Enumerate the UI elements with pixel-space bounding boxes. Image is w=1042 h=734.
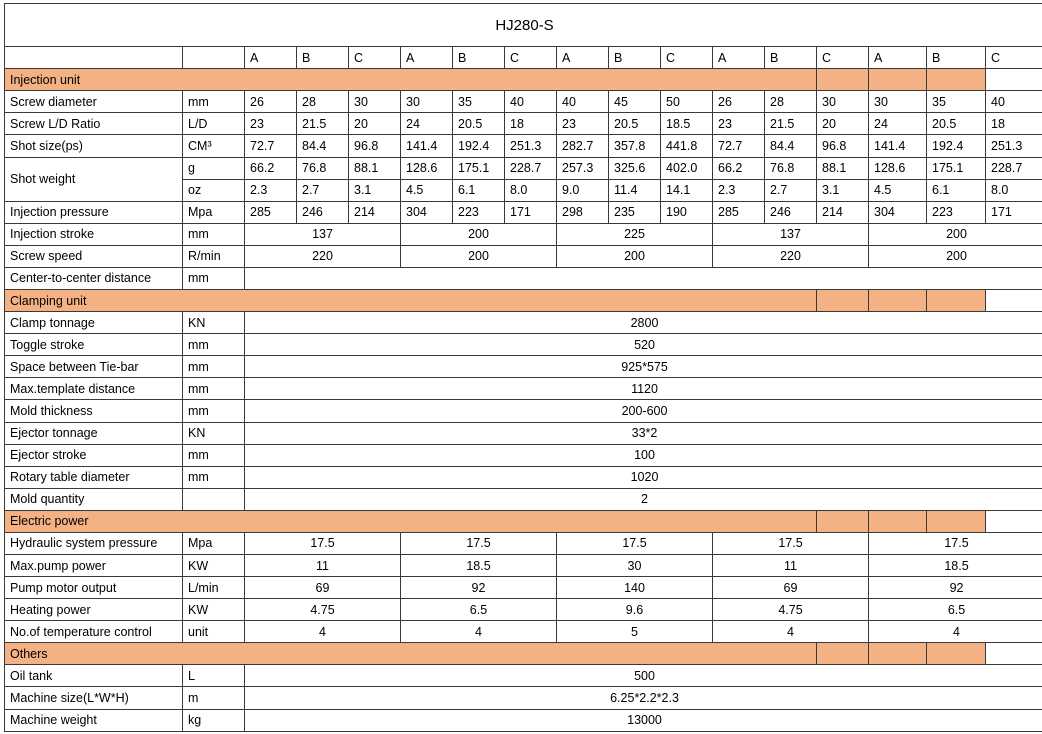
value-cell: 228.7 [986,157,1042,179]
value-cell: 9.6 [557,599,713,621]
value-cell: 402.0 [661,157,713,179]
section-title: Injection unit [5,69,817,91]
row-label: Shot size(ps) [5,135,183,157]
section-filler [869,69,927,91]
section-filler [927,290,986,312]
value-cell: 3.1 [349,179,401,201]
section-filler [927,69,986,91]
variant-header-cell: A [245,47,297,69]
variant-header-cell: C [505,47,557,69]
row-unit: L/D [183,113,245,135]
value-cell: 192.4 [927,135,986,157]
row-label: Max.template distance [5,378,183,400]
row-unit: KN [183,312,245,334]
value-cell: 4 [869,621,1042,643]
row-label: Mold thickness [5,400,183,422]
blank-header-cell [5,47,183,69]
table-row [5,488,1042,510]
row-label: No.of temperature control [5,621,183,643]
section-filler [927,643,986,665]
value-cell: 3.1 [817,179,869,201]
section-row [5,69,1042,91]
row-label: Machine weight [5,709,183,731]
value-cell: 6.5 [401,599,557,621]
spec-table [4,3,1042,732]
value-cell: 88.1 [349,157,401,179]
row-unit: mm [183,444,245,466]
value-cell: 13000 [245,709,1042,731]
value-cell: 441.8 [661,135,713,157]
row-unit: mm [183,267,245,289]
value-cell: 520 [245,334,1042,356]
value-cell: 96.8 [817,135,869,157]
row-unit: mm [183,356,245,378]
value-cell: 171 [986,201,1042,223]
value-cell: 214 [817,201,869,223]
value-cell: 4 [713,621,869,643]
value-cell: 72.7 [245,135,297,157]
table-row [5,378,1042,400]
value-cell: 26 [245,91,297,113]
value-cell: 30 [817,91,869,113]
row-label: Heating power [5,599,183,621]
table-row [5,113,1042,135]
row-unit: g [183,157,245,179]
value-cell: 200 [869,223,1042,245]
value-cell: 2.7 [765,179,817,201]
value-cell: 66.2 [713,157,765,179]
value-cell: 30 [349,91,401,113]
value-cell: 18.5 [869,554,1042,576]
row-label: Space between Tie-bar [5,356,183,378]
value-cell: 251.3 [986,135,1042,157]
section-filler [817,69,869,91]
value-cell: 100 [245,444,1042,466]
value-cell: 4.75 [713,599,869,621]
row-unit: unit [183,621,245,643]
value-cell: 325.6 [609,157,661,179]
value-cell: 140 [557,577,713,599]
row-unit: kg [183,709,245,731]
table-row [5,91,1042,113]
value-cell: 2.3 [245,179,297,201]
row-unit: mm [183,334,245,356]
value-cell: 137 [245,223,401,245]
variant-header-cell: C [349,47,401,69]
value-cell: 24 [401,113,453,135]
table-row [5,577,1042,599]
table-row [5,334,1042,356]
row-unit: KW [183,599,245,621]
value-cell: 2.3 [713,179,765,201]
variant-header-cell: A [557,47,609,69]
value-cell: 28 [297,91,349,113]
value-cell: 246 [297,201,349,223]
table-row [5,157,1042,179]
variant-header-cell: B [609,47,661,69]
table-row [5,532,1042,554]
variant-header-cell: A [713,47,765,69]
value-cell: 6.1 [927,179,986,201]
row-label: Center-to-center distance [5,267,183,289]
row-label: Screw diameter [5,91,183,113]
value-cell: 9.0 [557,179,609,201]
value-cell: 128.6 [401,157,453,179]
value-cell: 30 [557,554,713,576]
section-filler [817,643,869,665]
value-cell: 72.7 [713,135,765,157]
variant-header-cell: B [927,47,986,69]
row-unit: Mpa [183,201,245,223]
value-cell: 1120 [245,378,1042,400]
value-cell: 92 [869,577,1042,599]
section-filler [817,510,869,532]
value-cell: 20.5 [609,113,661,135]
value-cell: 18.5 [661,113,713,135]
value-cell: 50 [661,91,713,113]
value-cell: 228.7 [505,157,557,179]
value-cell: 76.8 [297,157,349,179]
value-cell: 223 [927,201,986,223]
value-cell: 23 [713,113,765,135]
row-label: Screw L/D Ratio [5,113,183,135]
value-cell: 23 [557,113,609,135]
value-cell: 257.3 [557,157,609,179]
value-cell: 20.5 [927,113,986,135]
row-unit: mm [183,91,245,113]
value-cell: 5 [557,621,713,643]
row-label: Machine size(L*W*H) [5,687,183,709]
value-cell: 84.4 [765,135,817,157]
row-label: Pump motor output [5,577,183,599]
table-row [5,466,1042,488]
row-unit: KW [183,554,245,576]
table-row [5,201,1042,223]
value-cell: 4.5 [869,179,927,201]
row-label: Screw speed [5,245,183,267]
value-cell: 200 [401,245,557,267]
table-row [5,223,1042,245]
value-cell: 30 [869,91,927,113]
value-cell: 500 [245,665,1042,687]
row-label: Shot weight [5,157,183,201]
value-cell: 76.8 [765,157,817,179]
value-cell: 11 [713,554,869,576]
section-filler [817,290,869,312]
section-filler [869,290,927,312]
value-cell: 69 [245,577,401,599]
value-cell: 33*2 [245,422,1042,444]
value-cell: 6.1 [453,179,505,201]
value-cell: 200 [401,223,557,245]
variant-header-cell: B [297,47,349,69]
row-label: Rotary table diameter [5,466,183,488]
value-cell: 20 [349,113,401,135]
value-cell: 357.8 [609,135,661,157]
table-title: HJ280-S [5,4,1042,47]
value-cell: 141.4 [869,135,927,157]
value-cell: 20 [817,113,869,135]
row-label: Toggle stroke [5,334,183,356]
row-unit: L/min [183,577,245,599]
value-cell: 4.75 [245,599,401,621]
variant-header-cell: C [661,47,713,69]
value-cell: 225 [557,223,713,245]
value-cell: 1020 [245,466,1042,488]
value-cell [245,267,1042,289]
row-unit: L [183,665,245,687]
row-unit [183,488,245,510]
value-cell: 17.5 [713,532,869,554]
value-cell: 66.2 [245,157,297,179]
section-title: Others [5,643,817,665]
row-label: Oil tank [5,665,183,687]
value-cell: 285 [713,201,765,223]
table-row [5,356,1042,378]
value-cell: 30 [401,91,453,113]
value-cell: 4 [401,621,557,643]
variant-header-cell: A [401,47,453,69]
variant-header-cell: C [817,47,869,69]
value-cell: 251.3 [505,135,557,157]
value-cell: 304 [401,201,453,223]
value-cell: 40 [986,91,1042,113]
value-cell: 18 [505,113,557,135]
row-unit: mm [183,378,245,400]
value-cell: 220 [713,245,869,267]
value-cell: 214 [349,201,401,223]
row-label: Ejector stroke [5,444,183,466]
value-cell: 45 [609,91,661,113]
value-cell: 128.6 [869,157,927,179]
value-cell: 6.5 [869,599,1042,621]
section-row [5,510,1042,532]
table-row [5,599,1042,621]
row-label: Injection stroke [5,223,183,245]
row-unit: mm [183,400,245,422]
variant-header-cell: A [869,47,927,69]
row-unit: oz [183,179,245,201]
row-label: Clamp tonnage [5,312,183,334]
value-cell: 200 [869,245,1042,267]
value-cell: 69 [713,577,869,599]
table-row [5,135,1042,157]
row-label: Mold quantity [5,488,183,510]
value-cell: 35 [927,91,986,113]
value-cell: 298 [557,201,609,223]
value-cell: 175.1 [453,157,505,179]
value-cell: 190 [661,201,713,223]
table-row [5,312,1042,334]
value-cell: 11.4 [609,179,661,201]
section-title: Electric power [5,510,817,532]
value-cell: 137 [713,223,869,245]
value-cell: 18 [986,113,1042,135]
section-title: Clamping unit [5,290,817,312]
variant-header-row [5,47,1042,69]
value-cell: 2.7 [297,179,349,201]
value-cell: 21.5 [297,113,349,135]
value-cell: 96.8 [349,135,401,157]
value-cell: 28 [765,91,817,113]
value-cell: 192.4 [453,135,505,157]
value-cell: 84.4 [297,135,349,157]
value-cell: 220 [245,245,401,267]
value-cell: 171 [505,201,557,223]
table-row [5,444,1042,466]
value-cell: 35 [453,91,505,113]
value-cell: 2800 [245,312,1042,334]
value-cell: 18.5 [401,554,557,576]
value-cell: 23 [245,113,297,135]
value-cell: 175.1 [927,157,986,179]
value-cell: 246 [765,201,817,223]
value-cell: 282.7 [557,135,609,157]
table-row [5,554,1042,576]
table-row [5,400,1042,422]
row-unit: KN [183,422,245,444]
value-cell: 8.0 [986,179,1042,201]
title-row [5,4,1042,47]
value-cell: 235 [609,201,661,223]
value-cell: 304 [869,201,927,223]
section-row [5,290,1042,312]
table-row [5,665,1042,687]
variant-header-cell: B [765,47,817,69]
table-row [5,709,1042,731]
row-unit: m [183,687,245,709]
value-cell: 200 [557,245,713,267]
row-unit: R/min [183,245,245,267]
value-cell: 40 [505,91,557,113]
table-row [5,687,1042,709]
section-filler [927,510,986,532]
table-row [5,267,1042,289]
section-row [5,643,1042,665]
value-cell: 92 [401,577,557,599]
value-cell: 17.5 [869,532,1042,554]
value-cell: 26 [713,91,765,113]
value-cell: 285 [245,201,297,223]
value-cell: 17.5 [557,532,713,554]
section-filler [869,643,927,665]
table-row [5,245,1042,267]
table-row [5,621,1042,643]
value-cell: 200-600 [245,400,1042,422]
value-cell: 17.5 [401,532,557,554]
value-cell: 11 [245,554,401,576]
value-cell: 40 [557,91,609,113]
value-cell: 4 [245,621,401,643]
value-cell: 8.0 [505,179,557,201]
value-cell: 6.25*2.2*2.3 [245,687,1042,709]
variant-header-cell: B [453,47,505,69]
value-cell: 20.5 [453,113,505,135]
row-unit: CM³ [183,135,245,157]
value-cell: 14.1 [661,179,713,201]
value-cell: 223 [453,201,505,223]
value-cell: 2 [245,488,1042,510]
row-label: Max.pump power [5,554,183,576]
row-unit: Mpa [183,532,245,554]
variant-header-cell: C [986,47,1042,69]
section-filler [869,510,927,532]
value-cell: 24 [869,113,927,135]
row-label: Ejector tonnage [5,422,183,444]
value-cell: 4.5 [401,179,453,201]
row-label: Injection pressure [5,201,183,223]
table-row [5,422,1042,444]
value-cell: 21.5 [765,113,817,135]
row-label: Hydraulic system pressure [5,532,183,554]
value-cell: 88.1 [817,157,869,179]
blank-header-cell [183,47,245,69]
row-unit: mm [183,223,245,245]
value-cell: 925*575 [245,356,1042,378]
value-cell: 17.5 [245,532,401,554]
value-cell: 141.4 [401,135,453,157]
row-unit: mm [183,466,245,488]
